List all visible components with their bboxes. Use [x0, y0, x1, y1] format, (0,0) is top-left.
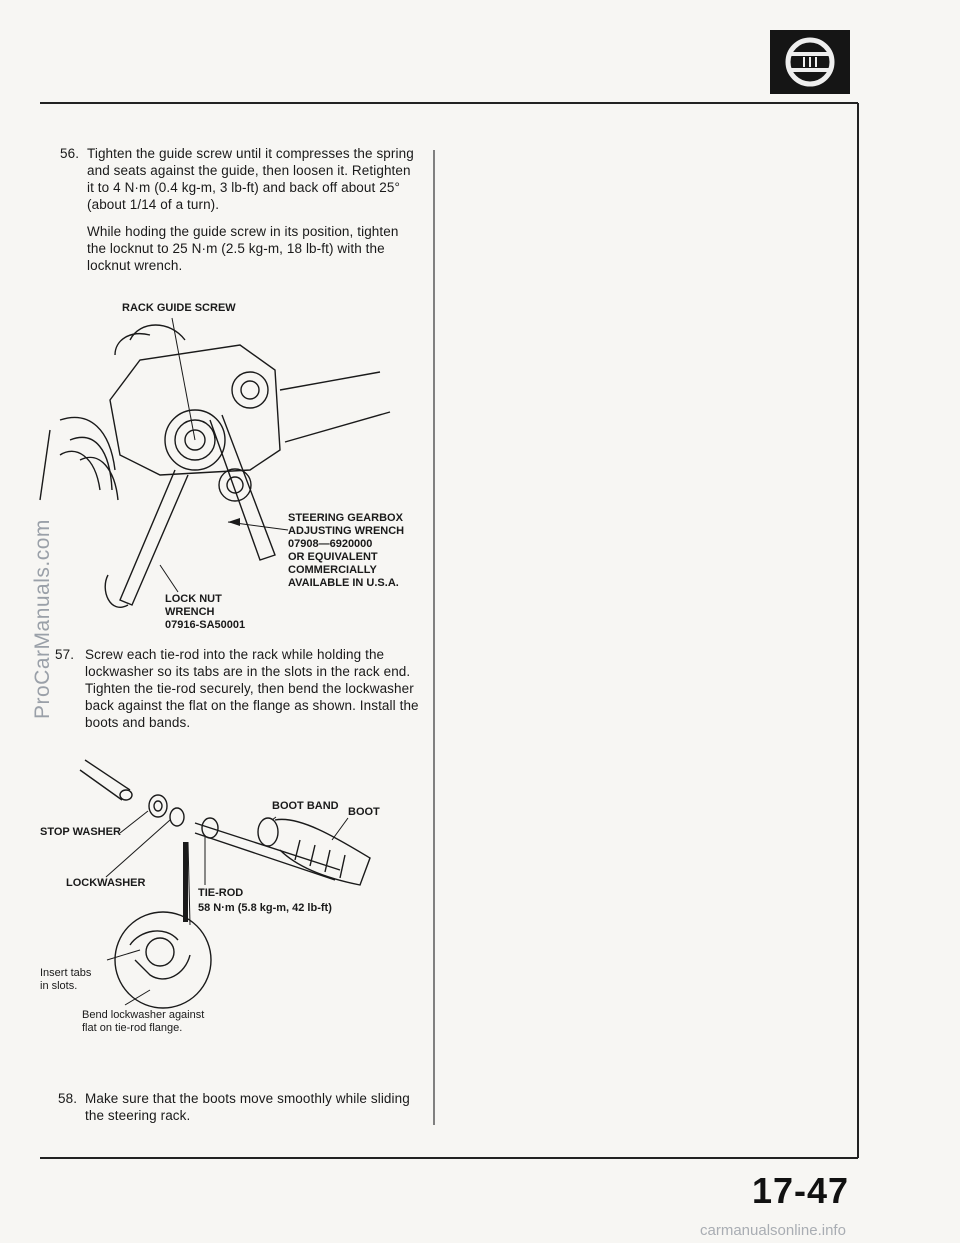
step-paragraph: Tighten the guide screw until it compresses the spring and seats against the guide, then loosen it. Retighten it to 4 N·m (0.4 kg-m, 3 lb-ft) and back off about 25° (about 1/14 of a turn).: [87, 146, 414, 212]
step-58: [58, 1090, 423, 1134]
note-bend-lockwasher: Bend lockwasher against flat on tie-rod flange.: [82, 1009, 205, 1034]
note-insert-tabs: Insert tabs in slots.: [40, 967, 92, 992]
step-paragraph: Make sure that the boots move smoothly while sliding the steering rack.: [85, 1091, 410, 1123]
step-paragraph: While hoding the guide screw in its position, tighten the locknut to 25 N·m (2.5 kg-m, 18 lb-ft) with the locknut wrench.: [87, 224, 399, 273]
step-paragraph: Screw each tie-rod into the rack while holding the lockwasher so its tabs are in the slots in the rack end. Tighten the tie-rod securely, then bend the lockwasher back against the flat on the flange as shown. Install the boots and bands.: [85, 647, 419, 730]
label-boot-band: BOOT BAND: [272, 800, 339, 812]
page-number: 17-47: [752, 1170, 850, 1211]
label-tie-rod: TIE-ROD: [198, 887, 244, 899]
step-number: 58.: [58, 1091, 78, 1106]
footer-watermark: carmanualsonline.info: [700, 1222, 846, 1239]
step-number: 57.: [55, 647, 75, 662]
label-stop-washer: STOP WASHER: [40, 826, 121, 838]
step-number: 56.: [60, 146, 80, 161]
side-watermark: ProCarManuals.com: [31, 519, 54, 719]
label-lock-nut-wrench: LOCK NUT WRENCH 07916-SA50001: [165, 593, 246, 631]
label-steering-wrench: STEERING GEARBOX ADJUSTING WRENCH 07908—6920000 OR EQUIVALENT COMMERCIALLY AVAILABLE IN U.S.A.: [288, 512, 405, 589]
label-rack-guide-screw: RACK GUIDE SCREW: [122, 302, 236, 314]
label-boot: BOOT: [348, 806, 380, 818]
label-torque: 58 N·m (5.8 kg-m, 42 lb-ft): [198, 902, 332, 914]
label-lockwasher: LOCKWASHER: [66, 877, 146, 889]
